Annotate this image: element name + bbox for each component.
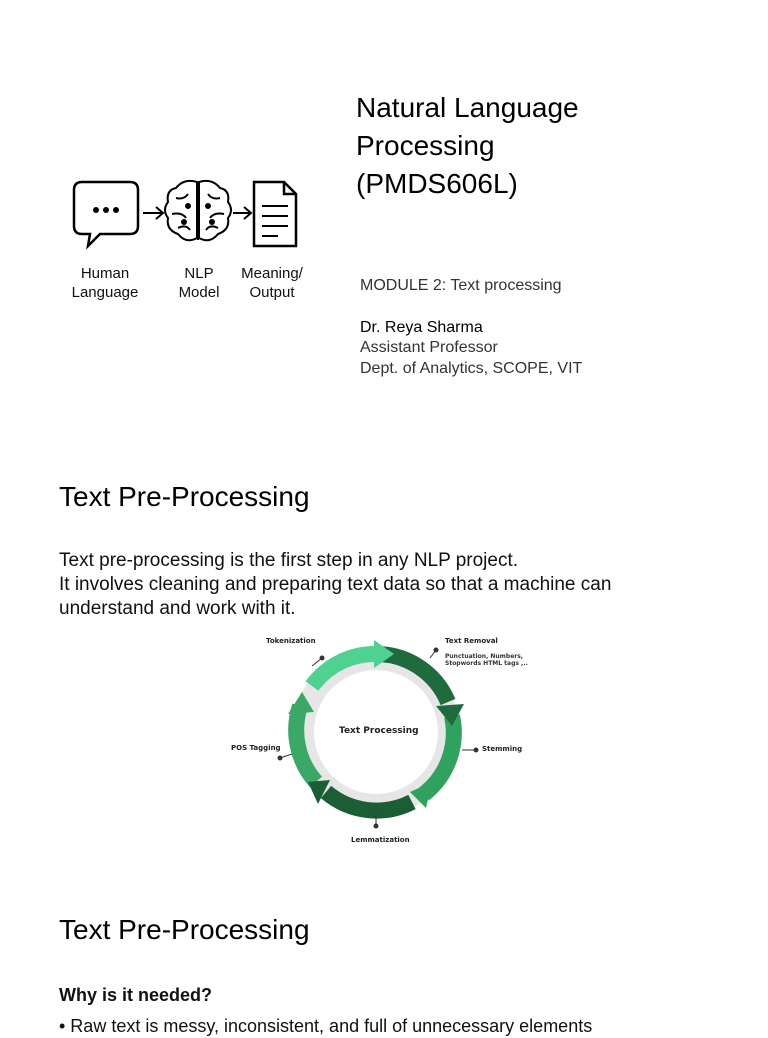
intro-line-1: Text pre-processing is the first step in any NLP project. [59,550,519,571]
cycle-center-label: Text Processing [339,726,419,736]
cycle-label-stemming: Stemming [482,745,523,753]
slide-2-title: Text Pre-Processing [59,481,310,512]
course-title: Natural Language Processing (PMDS606L) [356,92,579,199]
cycle-label-lemmatization: Lemmatization [351,836,410,844]
speech-bubble-icon [74,182,138,246]
arrow-right-icon [143,207,163,219]
why-needed-heading: Why is it needed? [59,985,213,1005]
bullet-raw-text: • Raw text is messy, inconsistent, and full of unnecessary elements [59,1016,593,1036]
slide-3-title: Text Pre-Processing [59,914,310,945]
cycle-removal-detail: Punctuation, Numbers, Stopwords HTML tags ,.. [445,653,528,667]
cycle-label-pos-tagging: POS Tagging [231,744,281,752]
brain-icon [165,181,231,240]
intro-line-2: It involves cleaning and preparing text data so that a machine can [59,574,612,595]
arrow-right-icon [233,207,251,219]
author-role: Assistant Professor [360,339,498,356]
pipeline-label-meaning: Meaning/ Output [241,265,303,301]
author-name: Dr. Reya Sharma [360,319,483,336]
pipeline-label-nlp: NLP Model [178,265,220,301]
cycle-label-text-removal: Text Removal [445,637,498,645]
intro-line-3: understand and work with it. [59,598,296,619]
author-dept: Dept. of Analytics, SCOPE, VIT [360,360,583,377]
document-icon [254,182,296,246]
pipeline-label-human: Human Language [71,265,139,301]
cycle-label-tokenization: Tokenization [266,637,316,645]
module-label: MODULE 2: Text processing [360,277,562,294]
